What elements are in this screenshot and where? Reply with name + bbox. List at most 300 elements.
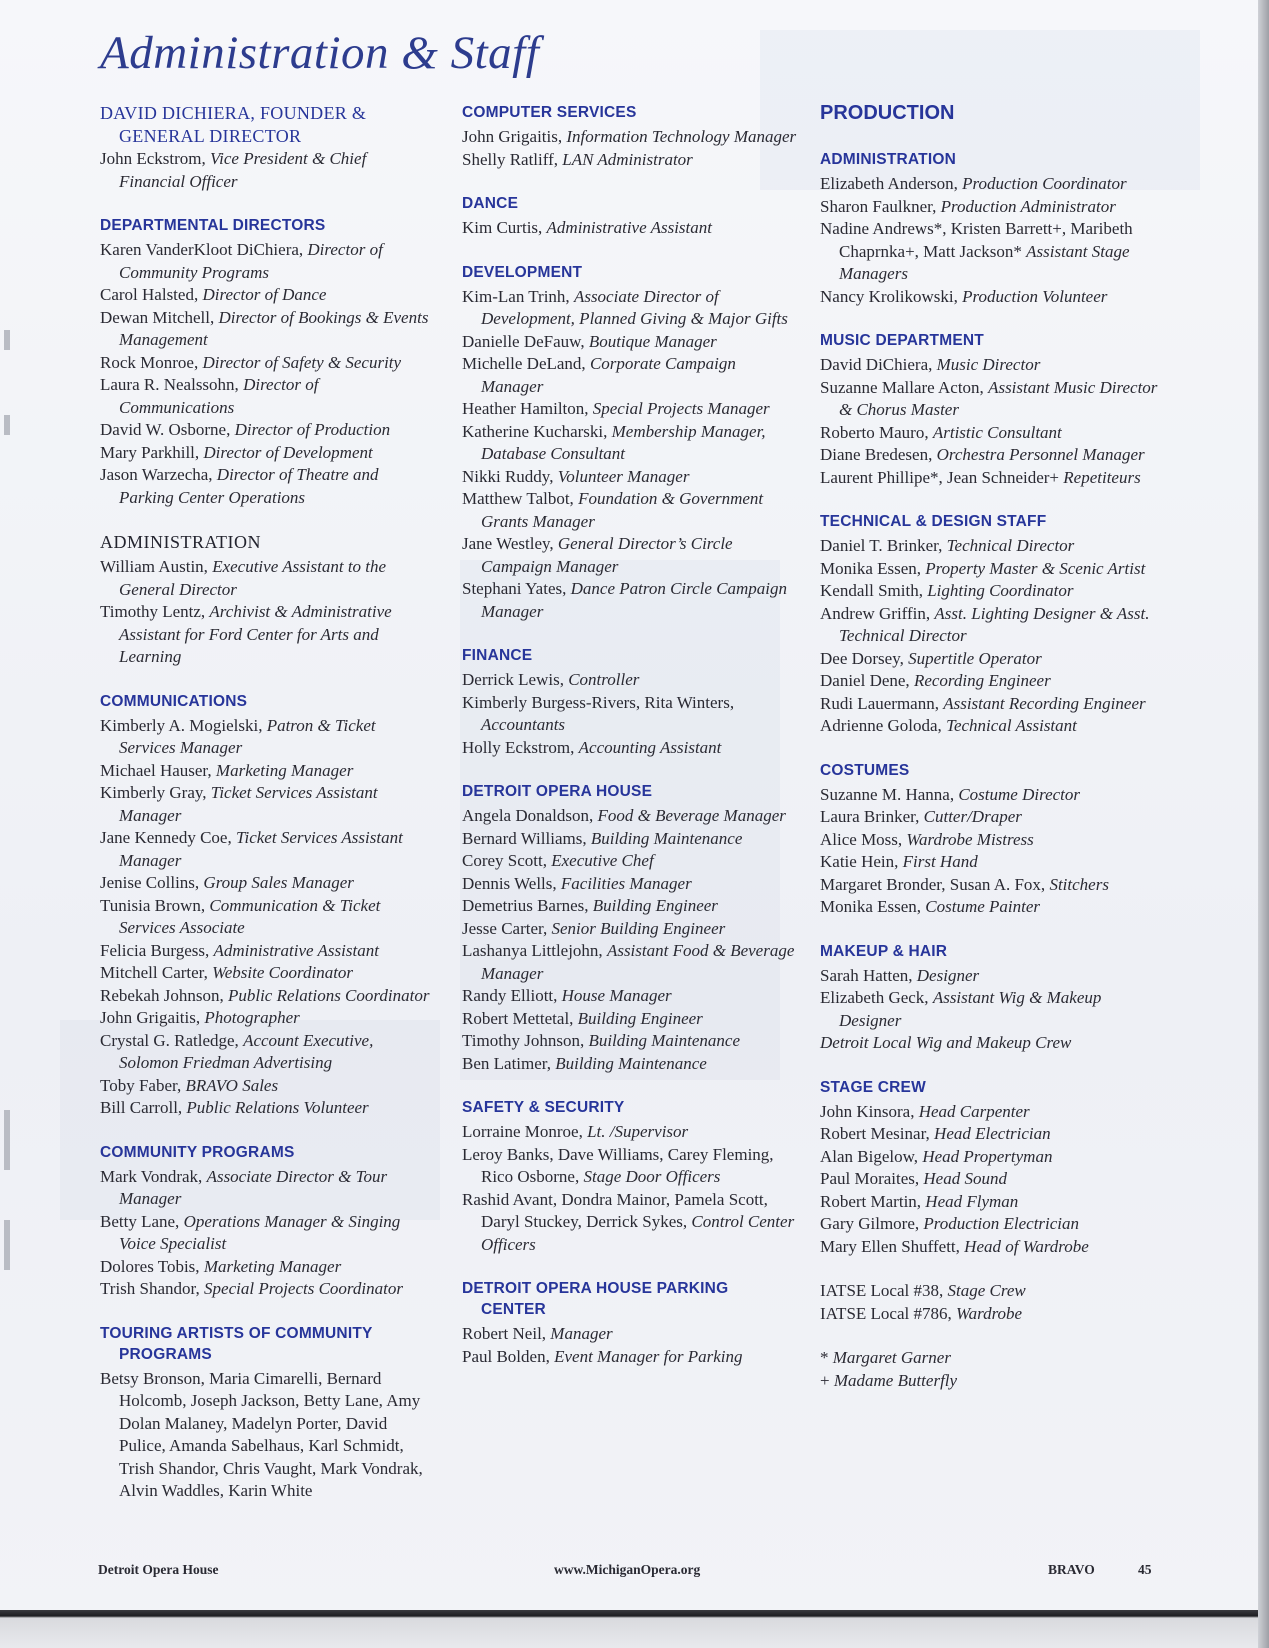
binding-mark [4,1220,10,1270]
staff-name: Kim Curtis, [462,218,547,237]
staff-name: Lorraine Monroe, [462,1122,588,1141]
staff-name: Sharon Faulkner, [820,196,941,216]
staff-role: Controller [568,670,640,689]
staff-name: Daniel T. Brinker, [820,536,947,555]
footer-publisher: Detroit Opera House [98,1562,219,1577]
staff-role: Assistant Stage Managers [839,241,1130,283]
staff-role: Head of Wardrobe [964,1236,1089,1256]
staff-role: Ticket Services Assistant Manager [119,828,403,870]
section-heading: SAFETY & SECURITY [462,1099,625,1116]
staff-name: Mary Ellen Shuffett, [820,1236,965,1256]
staff-section [462,1278,797,1368]
staff-entry [462,828,797,851]
staff-name: William Austin, [100,557,213,576]
staff-name: Betty Lane, [100,1211,184,1231]
staff-entry [100,715,435,760]
staff-role: Artistic Consultant [932,422,1062,442]
staff-name: Adrienne Goloda, [820,716,947,735]
staff-entry [820,1236,1165,1259]
staff-role: Music Director [936,355,1041,374]
footer-magazine: BRAVO [1048,1562,1095,1577]
staff-name: Stephani Yates, [462,579,571,598]
staff-name: Rebekah Johnson, [100,985,228,1005]
section-heading: STAGE CREW [820,1078,926,1096]
staff-name: Dolores Tobis, [100,1256,204,1276]
staff-role: Costume Director [958,784,1080,804]
staff-name: Margaret Bronder, Susan A. Fox, [820,874,1050,894]
staff-role: Administrative Assistant [213,940,379,960]
staff-entry [462,692,797,737]
staff-section [820,149,1165,308]
section-heading: ADMINISTRATION [100,532,261,552]
staff-role: Recording Engineer [913,671,1051,690]
staff-entry [820,535,1165,558]
staff-entry [462,1053,797,1076]
staff-entry [820,987,1165,1032]
staff-entry [100,307,435,352]
staff-role: Designer [916,965,980,985]
section-heading: MUSIC DEPARTMENT [820,332,984,349]
staff-entry [100,827,435,872]
staff-name: Elizabeth Anderson, [820,174,963,193]
staff-role: BRAVO Sales [185,1075,279,1095]
staff-role: Event Manager for Parking [554,1346,743,1366]
staff-role: Associate Director of Development, Planned Giving & Major Gifts [481,286,788,328]
staff-name: Jason Warzecha, [100,465,217,484]
staff-name: Andrew Griffin, [820,603,935,623]
staff-name: Heather Hamilton, [462,399,593,418]
section-heading: MAKEUP & HAIR [820,942,948,960]
section-heading: COMMUNICATIONS [100,692,248,710]
staff-role: Executive Assistant to the General Director [119,557,387,599]
binding-mark [4,330,10,350]
staff-entry [820,1370,1165,1393]
staff-role: Patron & Ticket Services Manager [119,715,376,757]
staff-role: Assistant Recording Engineer [943,693,1146,713]
staff-entry [820,1146,1165,1169]
staff-entry [462,421,797,466]
staff-entry [820,286,1165,309]
staff-entry [462,805,797,828]
section-heading: DETROIT OPERA HOUSE PARKING CENTER [462,1280,729,1318]
staff-role: Director of Safety & Security [202,352,402,372]
staff-role: Asst. Lighting Designer & Asst. Technical Director [839,603,1150,645]
staff-name: Derrick Lewis, [462,670,569,689]
staff-entry [820,173,1165,196]
staff-role: Corporate Campaign Manager [481,354,736,396]
staff-name: Rock Monroe, [100,352,203,372]
staff-name: Randy Elliott, [462,986,562,1005]
section-heading: ADMINISTRATION [820,151,956,168]
staff-entry [462,578,797,623]
staff-name: Rashid Avant, Dondra Mainor, Pamela Scott, Daryl Stuckey, Derrick Sykes, [462,1189,768,1231]
staff-section [100,691,435,1120]
staff-role: Archivist & Administrative Assistant for Ford Center for Arts and Learning [119,602,392,666]
staff-role: Production Electrician [923,1214,1080,1233]
staff-entry [462,1144,797,1189]
staff-name: Karen VanderKloot DiChiera, [100,240,308,259]
staff-role: Group Sales Manager [203,873,354,892]
staff-name: IATSE Local #786, [820,1303,956,1323]
column-middle [462,102,797,1390]
column-right [820,102,1165,1414]
staff-role: Website Coordinator [212,963,354,982]
staff-role: Supertitle Operator [908,648,1042,668]
staff-role: Director of Theatre and Parking Center Operations [119,465,379,507]
staff-entry [100,895,435,940]
staff-role: General Director’s Circle Campaign Manager [481,534,733,576]
staff-role: Assistant Food & Beverage Manager [481,941,795,983]
staff-role: Head Carpenter [918,1101,1030,1121]
staff-name: Suzanne M. Hanna, [820,784,959,804]
staff-entry [100,1166,435,1211]
staff-role: Director of Development [203,442,373,462]
staff-entry [820,806,1165,829]
staff-name: Sarah Hatten, [820,965,917,985]
staff-name: Trish Shandor, [100,1279,205,1298]
staff-name: Danielle DeFauw, [462,331,589,351]
staff-section [820,1280,1165,1325]
staff-name: Alice Moss, [820,829,907,849]
staff-name: Paul Bolden, [462,1346,555,1366]
page-number: 45 [1138,1562,1152,1577]
staff-role: Manager [550,1324,613,1343]
staff-entry [820,218,1165,286]
staff-name: Katie Hein, [820,852,903,871]
staff-role: Membership Manager, Database Consultant [481,421,766,463]
staff-entry [462,398,797,421]
staff-name: Dewan Mitchell, [100,307,219,327]
staff-role: Director of Production [234,420,391,439]
staff-name: Bernard Williams, [462,828,591,848]
staff-entry [462,1008,797,1031]
staff-entry [820,558,1165,581]
staff-role: Building Engineer [592,896,718,915]
staff-entry [820,715,1165,738]
staff-role: Administrative Assistant [546,218,712,237]
staff-name: Mitchell Carter, [100,963,213,982]
staff-role: Dance Patron Circle Campaign Manager [481,579,788,621]
staff-role: Orchestra Personnel Manager [936,445,1145,464]
staff-role: Head Electrician [934,1124,1051,1143]
staff-name: Robert Mesinar, [820,1124,935,1143]
staff-section [820,330,1165,489]
staff-entry [820,444,1165,467]
staff-entry [820,670,1165,693]
staff-name: John Grigaitis, [462,127,567,146]
staff-name: Elizabeth Geck, [820,988,933,1007]
staff-name: Alan Bigelow, [820,1146,923,1166]
staff-entry [462,940,797,985]
staff-role: Boutique Manager [588,331,717,351]
scan-right-edge [1258,0,1269,1648]
staff-name: Robert Martin, [820,1191,926,1211]
staff-role: Production Administrator [940,196,1116,216]
staff-name: Suzanne Mallare Acton, [820,377,989,397]
staff-entry [820,874,1165,897]
staff-name: Carol Halsted, [100,285,203,304]
staff-entry [462,217,797,240]
staff-name: IATSE Local #38, [820,1281,948,1300]
staff-name: John Eckstrom, [100,149,211,168]
staff-role: Senior Building Engineer [551,918,726,938]
staff-name: Laura R. Nealssohn, [100,375,244,394]
staff-name: Mark Vondrak, [100,1166,207,1186]
staff-section [462,1097,797,1256]
staff-name: Toby Faber, [100,1075,186,1095]
staff-name: Kim-Lan Trinh, [462,286,574,306]
staff-entry [100,442,435,465]
section-heading: DEPARTMENTAL DIRECTORS [100,217,326,234]
staff-role: Associate Director & Tour Manager [119,1166,388,1208]
staff-role: Director of Communications [119,375,319,417]
staff-entry [462,1030,797,1053]
staff-name: Kimberly Burgess-Rivers, Rita Winters, [462,692,735,712]
staff-section [100,1142,435,1301]
staff-section [462,645,797,759]
staff-role: Wardrobe [955,1303,1023,1323]
staff-name: Monika Essen, [820,558,926,578]
staff-name: Mary Parkhill, [100,442,204,462]
staff-name: Diane Bredesen, [820,445,937,464]
staff-role: First Hand [902,852,978,871]
staff-role: Stage Crew [947,1281,1026,1300]
staff-section [462,262,797,624]
section-heading: DANCE [462,195,519,212]
staff-name: Gary Gilmore, [820,1214,924,1233]
staff-entry [462,873,797,896]
staff-entry [820,896,1165,919]
staff-name: Michelle DeLand, [462,354,590,373]
staff-role: Foundation & Government Grants Manager [481,489,764,531]
staff-entry [100,239,435,284]
staff-role: House Manager [561,986,672,1005]
staff-name: Nancy Krolikowski, [820,286,963,306]
staff-role: Lt. /Supervisor [587,1122,689,1141]
staff-name: Angela Donaldson, [462,806,598,825]
staff-entry [820,1347,1165,1370]
staff-entry [820,377,1165,422]
staff-role: Building Maintenance [590,828,743,848]
staff-role: LAN Administrator [562,149,693,169]
staff-entry [100,464,435,509]
staff-name: Corey Scott, [462,851,552,870]
staff-role: Repetiteurs [1063,467,1141,487]
staff-role: Communication & Ticket Services Associate [119,895,381,937]
staff-section [820,1077,1165,1259]
staff-entry [820,693,1165,716]
staff-name: Timothy Johnson, [462,1031,589,1050]
staff-entry [820,829,1165,852]
section-heading: TOURING ARTISTS OF COMMUNITY PROGRAMS [100,1324,373,1363]
staff-name: Robert Mettetal, [462,1008,578,1028]
staff-name: Robert Neil, [462,1324,551,1343]
staff-section [100,1323,435,1503]
staff-section [100,215,435,509]
staff-name: Tunisia Brown, [100,895,210,915]
staff-name: Shelly Ratliff, [462,149,563,169]
staff-role: Food & Beverage Manager [597,806,786,825]
section-heading: DEVELOPMENT [462,263,583,281]
staff-name: Ben Latimer, [462,1053,556,1073]
staff-name: Leroy Banks, Dave Williams, Carey Fleming, Rico Osborne, [462,1144,774,1186]
staff-entry [462,466,797,489]
staff-name: Jane Westley, [462,534,558,553]
staff-name: Monika Essen, [820,897,926,916]
staff-entry [100,962,435,985]
staff-role: Vice President & Chief Financial Officer [119,149,367,191]
section-heading: FINANCE [462,647,533,664]
scan-bottom-edge [0,1610,1269,1648]
section-heading: COSTUMES [820,761,910,779]
staff-entry [820,467,1165,490]
staff-role: Public Relations Volunteer [186,1098,369,1117]
staff-role: Head Flyman [925,1191,1019,1211]
staff-entry [100,782,435,827]
staff-name: Nadine Andrews*, Kristen Barrett+, Maribeth Chaprnka+, Matt Jackson* [820,219,1133,261]
staff-role: Cutter/Draper [923,807,1022,826]
staff-entry [820,1123,1165,1146]
staff-role: Assistant Music Director & Chorus Master [839,377,1158,419]
staff-section [100,102,435,193]
staff-section [820,102,1165,125]
staff-entry [820,603,1165,648]
staff-role: Control Center Officers [481,1212,795,1254]
staff-role: Director of Dance [202,285,327,304]
staff-entry [100,985,435,1008]
staff-entry [820,196,1165,219]
staff-entry [100,1075,435,1098]
staff-entry [820,1101,1165,1124]
staff-entry [462,1346,797,1369]
staff-entry [462,985,797,1008]
staff-entry [820,965,1165,988]
staff-entry [820,648,1165,671]
staff-name: Kendall Smith, [820,581,928,600]
staff-role: Volunteer Manager [557,466,690,486]
staff-entry [462,353,797,398]
staff-role: Head Sound [923,1169,1007,1188]
staff-role: Lighting Coordinator [927,581,1074,600]
staff-name: David W. Osborne, [100,420,235,439]
staff-role: Information Technology Manager [566,127,797,146]
staff-name: Laura Brinker, [820,807,924,826]
staff-role: Stage Door Officers [583,1167,721,1186]
staff-entry [100,1368,435,1503]
footer-website: www.MichiganOpera.org [554,1562,701,1577]
staff-entry [462,737,797,760]
staff-role: Director of Community Programs [119,240,383,282]
staff-role: Director of Bookings & Events Management [119,307,429,349]
staff-section [820,941,1165,1055]
staff-role: Marketing Manager [203,1256,342,1276]
staff-entry [462,126,797,149]
staff-entry [462,850,797,873]
staff-name: Katherine Kucharski, [462,421,612,441]
staff-entry [100,352,435,375]
staff-role: Production Coordinator [962,174,1127,193]
staff-role: Photographer [204,1008,300,1027]
staff-entry [820,1213,1165,1236]
staff-role: Public Relations Coordinator [227,985,430,1005]
staff-entry [100,148,435,193]
staff-role: Stitchers [1049,874,1109,894]
section-heading: TECHNICAL & DESIGN STAFF [820,513,1047,530]
staff-name: Matthew Talbot, [462,489,579,508]
staff-name: Roberto Mauro, [820,422,933,442]
staff-entry [100,284,435,307]
staff-entry [100,760,435,783]
staff-entry [462,286,797,331]
staff-role: Building Maintenance [555,1053,707,1073]
staff-name: Michael Hauser, [100,760,216,780]
staff-name: Crystal G. Ratledge, [100,1030,244,1050]
staff-name: Kimberly A. Mogielski, [100,715,267,735]
staff-role: Accountants [481,715,566,734]
staff-entry [462,918,797,941]
staff-entry [462,331,797,354]
staff-section [820,760,1165,919]
staff-name: Laurent Phillipe*, Jean Schneider+ [820,467,1064,487]
staff-role: Detroit Local Wig and Makeup Crew [820,1033,1072,1052]
staff-entry [100,940,435,963]
staff-entry [462,895,797,918]
binding-mark [4,415,10,435]
staff-role: Costume Painter [925,897,1041,916]
staff-entry [462,669,797,692]
staff-section [462,781,797,1075]
staff-entry [820,354,1165,377]
staff-name: Timothy Lentz, [100,602,210,621]
staff-role: Accounting Assistant [578,737,722,757]
staff-entry [100,872,435,895]
staff-name: Daniel Dene, [820,671,914,690]
staff-name: Jenise Collins, [100,873,204,892]
staff-role: Ticket Services Assistant Manager [119,783,378,825]
section-heading: PRODUCTION [820,102,955,124]
staff-role: Facilities Manager [560,873,692,893]
page-title: Administration & Staff [100,27,540,79]
staff-section [820,511,1165,738]
staff-entry [820,1032,1165,1055]
staff-role: Operations Manager & Singing Voice Specialist [119,1211,401,1253]
staff-name: Nikki Ruddy, [462,466,558,486]
staff-role: Assistant Wig & Makeup Designer [839,988,1102,1030]
staff-name: Lashanya Littlejohn, [462,941,607,960]
staff-role: Building Maintenance [588,1031,740,1050]
staff-entry [820,1280,1165,1303]
staff-role: Madame Butterfly [833,1370,958,1390]
staff-role: Special Projects Coordinator [204,1279,403,1298]
binding-mark [4,1110,10,1170]
staff-entry [100,374,435,419]
staff-entry [100,1030,435,1075]
staff-entry [100,1256,435,1279]
staff-role: Technical Assistant [946,716,1077,735]
staff-name: * [820,1348,833,1367]
staff-section [462,193,797,240]
staff-role: Technical Director [946,536,1075,555]
section-heading: DETROIT OPERA HOUSE [462,783,653,800]
staff-entry [100,1278,435,1301]
column-left [100,102,435,1525]
staff-name: Dennis Wells, [462,873,561,893]
staff-name: Paul Moraites, [820,1169,924,1188]
staff-entry [820,784,1165,807]
staff-entry [820,1191,1165,1214]
staff-name: John Grigaitis, [100,1008,205,1027]
staff-role: Executive Chef [551,851,654,870]
